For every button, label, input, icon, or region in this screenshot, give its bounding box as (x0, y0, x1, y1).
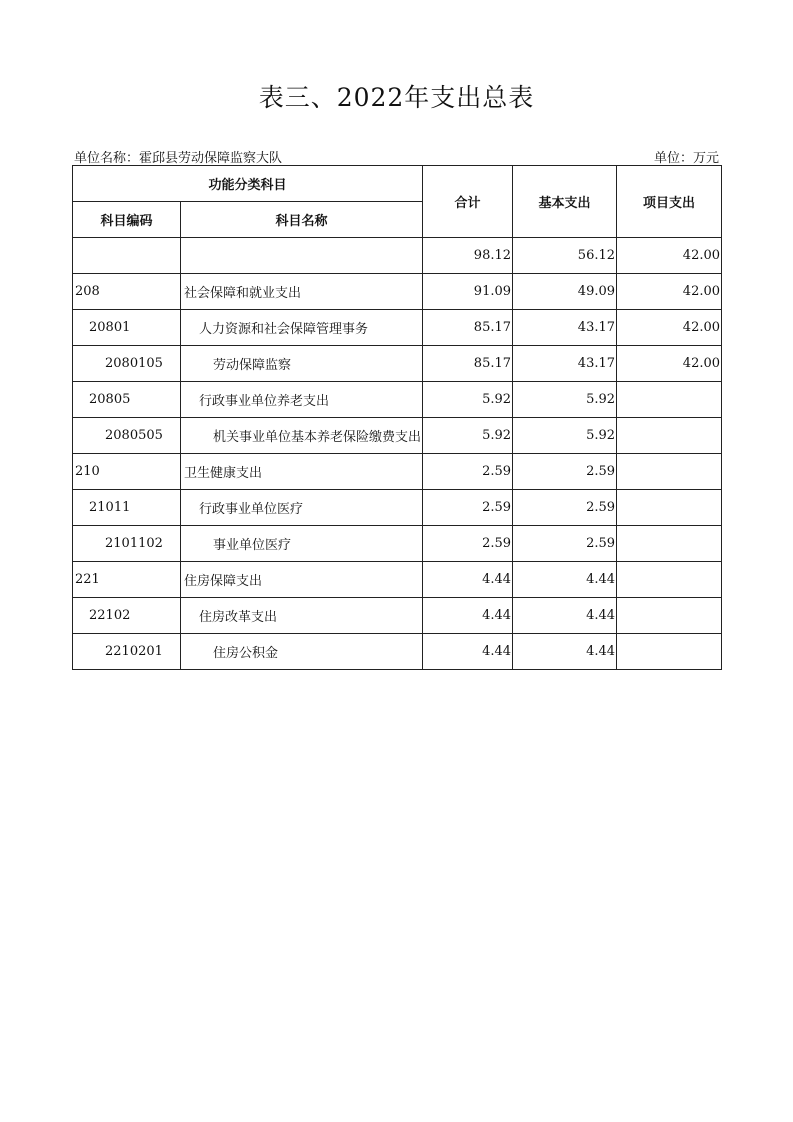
total-value: 2.59 (423, 454, 513, 490)
basic-value: 4.44 (513, 634, 617, 670)
basic-value: 2.59 (513, 526, 617, 562)
project-value: 42.00 (617, 310, 722, 346)
total-value: 5.92 (423, 418, 513, 454)
total-value: 4.44 (423, 562, 513, 598)
basic-value: 4.44 (513, 598, 617, 634)
subject-name: 劳动保障监察 (181, 346, 423, 382)
subject-name: 住房公积金 (181, 634, 423, 670)
total-value: 85.17 (423, 310, 513, 346)
table-row (73, 238, 722, 274)
subject-code: 221 (73, 562, 181, 598)
table-row (73, 526, 722, 562)
unit-name: 单位名称：霍邱县劳动保障监察大队 (74, 151, 283, 166)
total-value: 4.44 (423, 598, 513, 634)
subject-name: 住房保障支出 (181, 562, 423, 598)
header-basic-expenditure: 基本支出 (513, 166, 617, 238)
total-value: 85.17 (423, 346, 513, 382)
header-subject-name: 科目名称 (181, 202, 423, 238)
project-value (617, 382, 722, 418)
project-value (617, 418, 722, 454)
total-value: 98.12 (423, 238, 513, 274)
subject-name: 行政事业单位医疗 (181, 490, 423, 526)
subject-name: 住房改革支出 (181, 598, 423, 634)
subject-name: 事业单位医疗 (181, 526, 423, 562)
project-value (617, 598, 722, 634)
table-row (73, 634, 722, 670)
basic-value: 4.44 (513, 562, 617, 598)
subject-code: 2210201 (73, 634, 181, 670)
basic-value: 43.17 (513, 310, 617, 346)
basic-value: 5.92 (513, 418, 617, 454)
subject-name (181, 238, 423, 274)
subject-code: 210 (73, 454, 181, 490)
subject-code: 22102 (73, 598, 181, 634)
subject-name: 行政事业单位养老支出 (181, 382, 423, 418)
subject-code (73, 238, 181, 274)
basic-value: 43.17 (513, 346, 617, 382)
subject-code: 2101102 (73, 526, 181, 562)
basic-value: 5.92 (513, 382, 617, 418)
table-row (73, 382, 722, 418)
subject-code: 2080105 (73, 346, 181, 382)
basic-value: 49.09 (513, 274, 617, 310)
project-value (617, 634, 722, 670)
project-value (617, 562, 722, 598)
subject-code: 20805 (73, 382, 181, 418)
table-row (73, 310, 722, 346)
subject-name: 机关事业单位基本养老保险缴费支出 (181, 418, 423, 454)
total-value: 5.92 (423, 382, 513, 418)
subject-code: 21011 (73, 490, 181, 526)
table-row (73, 490, 722, 526)
project-value: 42.00 (617, 346, 722, 382)
subject-name: 人力资源和社会保障管理事务 (181, 310, 423, 346)
total-value: 2.59 (423, 490, 513, 526)
header-total: 合计 (423, 166, 513, 238)
project-value (617, 454, 722, 490)
header-subject-code: 科目编码 (73, 202, 181, 238)
subject-code: 20801 (73, 310, 181, 346)
project-value: 42.00 (617, 238, 722, 274)
subject-code: 208 (73, 274, 181, 310)
basic-value: 56.12 (513, 238, 617, 274)
basic-value: 2.59 (513, 490, 617, 526)
subject-name: 卫生健康支出 (181, 454, 423, 490)
total-value: 4.44 (423, 634, 513, 670)
project-value: 42.00 (617, 274, 722, 310)
unit-label: 单位：万元 (653, 151, 719, 166)
header-project-expenditure: 项目支出 (617, 166, 722, 238)
table-row (73, 274, 722, 310)
project-value (617, 526, 722, 562)
table-row (73, 346, 722, 382)
table-row (73, 418, 722, 454)
project-value (617, 490, 722, 526)
expenditure-table (72, 165, 722, 670)
table-row (73, 454, 722, 490)
table-row (73, 598, 722, 634)
basic-value: 2.59 (513, 454, 617, 490)
subject-name: 社会保障和就业支出 (181, 274, 423, 310)
table-row (73, 562, 722, 598)
total-value: 2.59 (423, 526, 513, 562)
subject-code: 2080505 (73, 418, 181, 454)
header-functional-category: 功能分类科目 (73, 166, 423, 202)
total-value: 91.09 (423, 274, 513, 310)
page-title: 表三、2022年支出总表 (258, 83, 535, 112)
